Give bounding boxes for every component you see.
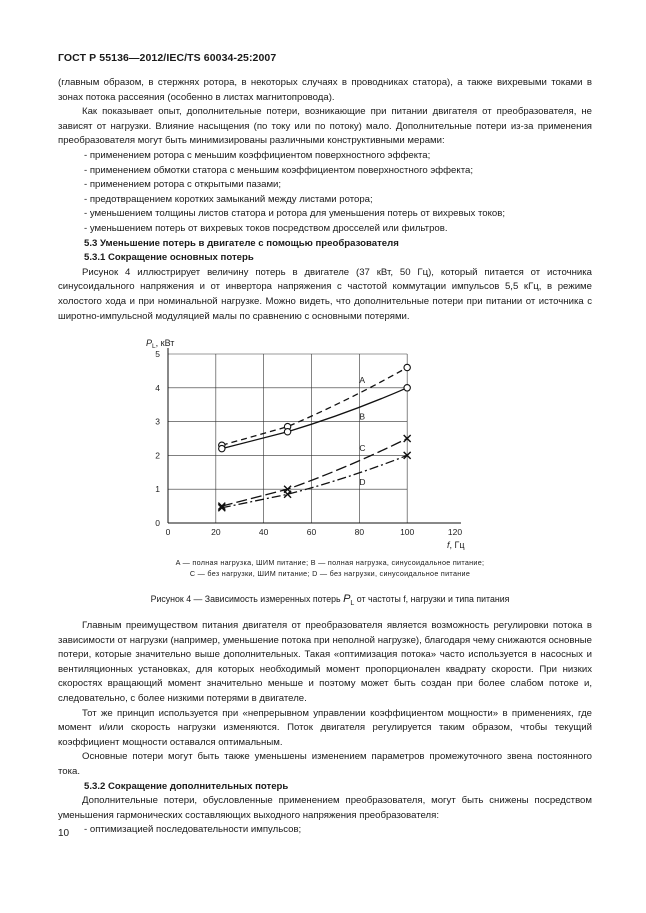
document-header: ГОСТ Р 55136—2012/IEC/TS 60034-25:2007 <box>58 52 277 64</box>
series-line-c <box>222 439 407 507</box>
paragraph: Рисунок 4 иллюстрирует величину потерь в двигателе (37 кВт, 50 Гц), который питается от источника синусоидального напряжения и от инвертора напряжения с частотой коммутации импульсов 5,5 кГц, в режиме холостого хода и при номинальной нагрузке. Можно видеть, что дополнительные потери при питании от источника с широтно-импульсной модуляцией малы по сравнению с основными потерями. <box>58 266 592 322</box>
caption-symbol: P <box>343 593 351 605</box>
series-label-d: D <box>359 476 366 487</box>
y-tick-label: 3 <box>155 416 160 427</box>
y-tick-label: 0 <box>155 518 160 528</box>
series-line-b <box>222 388 407 449</box>
y-tick-label: 4 <box>155 382 160 393</box>
page-number: 10 <box>58 828 70 839</box>
list-item: - оптимизацией последовательности импульсов; <box>84 824 302 836</box>
series-label-c: C <box>359 442 366 453</box>
y-tick-label: 2 <box>155 450 160 461</box>
figure-legend-line-2: C — без нагрузки, ШИМ питание; D — без нагрузки, синусоидальное питание <box>189 569 471 578</box>
y-tick-label: 5 <box>155 349 160 359</box>
x-tick-label: 100 <box>400 527 415 537</box>
paragraph: Дополнительные потери, обусловленные применением преобразователя, могут быть снижены посредством уменьшения гармонических составляющих выходного напряжения преобразователя: <box>58 795 592 821</box>
figure-caption <box>80 593 580 607</box>
figure-4 <box>0 330 646 615</box>
series-label-a: A <box>359 375 366 386</box>
list-item: - уменьшением потерь от вихревых токов посредством дросселей или фильтров. <box>84 222 448 234</box>
x-tick-label: 120 <box>447 527 463 537</box>
x-axis-label: f, Гц <box>447 540 465 550</box>
y-tick-label: 1 <box>155 484 160 495</box>
x-tick-label: 80 <box>354 527 365 537</box>
loss-chart <box>0 330 646 580</box>
caption-suffix: от частоты f, нагрузки и типа питания <box>356 594 510 604</box>
list-item: - применением ротора с открытыми пазами; <box>84 179 282 191</box>
paragraph: (главным образом, в стержнях ротора, в некоторых случаях в проводниках статора), а также вихревыми токами в зонах потока рассеяния (особенно в листах магнитопровода). <box>58 77 592 103</box>
subsection-heading: 5.3.2 Сокращение дополнительных потерь <box>84 780 289 792</box>
paragraph: Тот же принцип используется при «непрерывном управлении коэффициентом мощности» в применениях, где момент и/или скорость нагрузки изменяются. Поток двигателя регулируется таким образом, чтобы текущий коэффициент мощности оставался оптимальным. <box>58 707 592 748</box>
list-item: - применением ротора с меньшим коэффициентом поверхностного эффекта; <box>84 149 431 161</box>
data-point <box>219 445 225 451</box>
x-tick-label: 60 <box>306 527 317 537</box>
paragraph: Основные потери могут быть также уменьшены изменением параметров промежуточного звена постоянного тока. <box>58 751 592 777</box>
series-line-a <box>222 368 407 446</box>
list-item: - предотвращением коротких замыканий между листами ротора; <box>84 193 373 205</box>
paragraph: Главным преимуществом питания двигателя от преобразователя является возможность регулировки потока в зависимости от нагрузки (например, уменьшение потока при неполной нагрузке), благодаря чему снижаются основные потери, которые значительно выше дополнительных. Такая «оптимизация потока» часто используется в насосных и вентиляционных установках, для которых необходимый момент пропорционален квадрату скорости. При низких скоростях вращающий момент значительно меньше и поэтому может быть создан при более слабом потоке и, следовательно, с более низкими потерями в двигателе. <box>58 620 592 704</box>
series-label-b: B <box>359 411 366 422</box>
y-axis-label: $P_L$, кВт <box>146 338 175 350</box>
paragraph: Как показывает опыт, дополнительные потери, возникающие при питании двигателя от преобразователя, не зависят от нагрузки. Влияние насыщения (по току или по потоку) мало. Дополнительные потери из-за применения преобразователя могут быть минимизированы различными конструктивными мерами: <box>58 106 592 147</box>
data-point <box>404 385 410 391</box>
x-tick-label: 40 <box>258 527 269 537</box>
figure-legend-line-1: A — полная нагрузка, ШИМ питание; B — полная нагрузка, синусоидальное питание; <box>175 558 485 567</box>
top-text-block <box>58 76 592 324</box>
data-point <box>404 364 410 370</box>
bottom-text-block <box>58 619 592 838</box>
list-item: - уменьшением толщины листов статора и ротора для уменьшения потерь от вихревых токов; <box>84 208 505 220</box>
caption-prefix: Рисунок 4 — Зависимость измеренных потерь <box>150 594 341 604</box>
x-tick-label: 0 <box>165 527 171 537</box>
caption-subscript: L <box>350 599 355 607</box>
series-line-d <box>222 455 407 507</box>
subsection-heading: 5.3.1 Сокращение основных потерь <box>84 252 254 264</box>
list-item: - применением обмотки статора с меньшим коэффициентом поверхностного эффекта; <box>84 164 473 176</box>
x-tick-label: 20 <box>211 527 221 537</box>
data-point <box>284 429 290 435</box>
section-heading: 5.3 Уменьшение потерь в двигателе с помощью преобразователя <box>84 237 399 249</box>
